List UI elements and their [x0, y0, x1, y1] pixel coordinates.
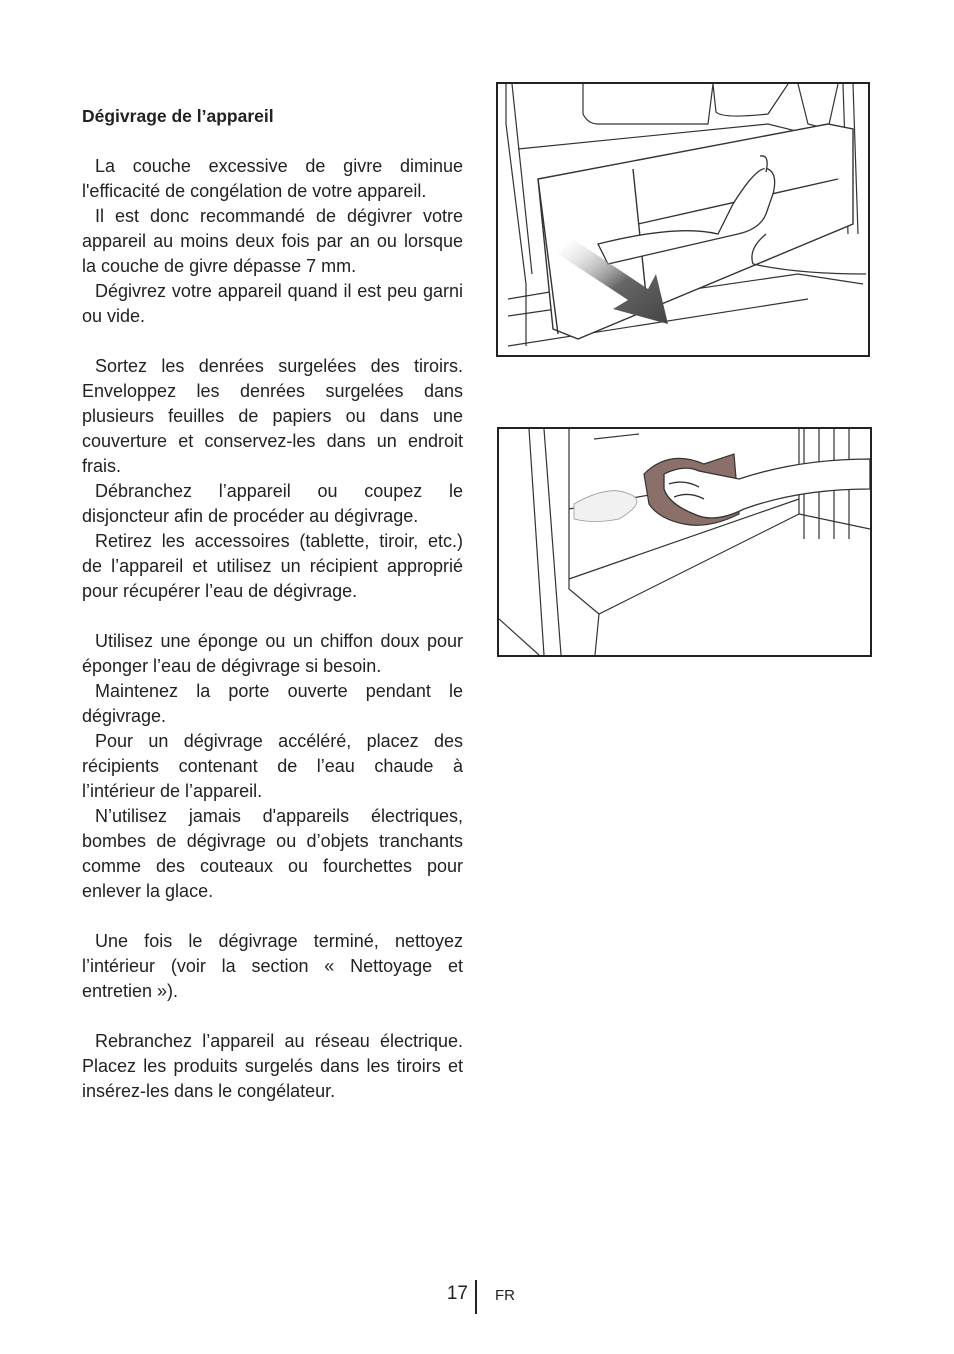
paragraph-group-restart	[82, 1029, 463, 1104]
language-code: FR	[495, 1287, 515, 1304]
paragraph: Une fois le dégivrage terminé, nettoyez l’intérieur (voir la section « Nettoyage et entretien »).	[82, 931, 463, 1001]
paragraph: Rebranchez l’appareil au réseau électrique. Placez les produits surgelés dans les tiroirs et insérez-les dans le congélateur.	[82, 1031, 463, 1101]
paragraph: Sortez les denrées surgelées des tiroirs. Enveloppez les denrées surgelées dans plusieurs feuilles de papiers ou dans une couverture et conservez-les dans un endroit frais.	[82, 356, 463, 476]
paragraph: Dégivrez votre appareil quand il est peu garni ou vide.	[82, 281, 463, 326]
instructions-column	[82, 104, 463, 1104]
wiping-cloth-icon	[499, 429, 870, 655]
spacer	[82, 604, 463, 629]
paragraph: Pour un dégivrage accéléré, placez des récipients contenant de l’eau chaude à l’intérieur de l’appareil.	[82, 731, 463, 801]
section-title: Dégivrage de l’appareil	[82, 106, 274, 126]
paragraph-group-preparation	[82, 354, 463, 604]
wiping-cloth-illustration	[497, 427, 872, 657]
drawer-removal-illustration	[496, 82, 870, 357]
paragraph: La couche excessive de givre diminue l'efficacité de congélation de votre appareil.	[82, 156, 463, 201]
spacer	[82, 1004, 463, 1029]
paragraph: Utilisez une éponge ou un chiffon doux pour éponger l’eau de dégivrage si besoin.	[82, 631, 463, 676]
drawer-removal-icon	[498, 84, 868, 355]
paragraph-group-cleaning	[82, 929, 463, 1004]
paragraph: Retirez les accessoires (tablette, tiroir, etc.) de l’appareil et utilisez un récipient approprié pour récupérer l’eau de dégivrage.	[82, 531, 463, 601]
spacer	[82, 329, 463, 354]
paragraph-group-intro	[82, 154, 463, 329]
page-number: 17	[446, 1283, 468, 1304]
page-footer	[0, 1280, 954, 1316]
footer-divider	[475, 1280, 477, 1314]
paragraph: Il est donc recommandé de dégivrer votre appareil au moins deux fois par an ou lorsque la couche de givre dépasse 7 mm.	[82, 206, 463, 276]
paragraph-group-defrosting	[82, 629, 463, 904]
paragraph: Débranchez l’appareil ou coupez le disjoncteur afin de procéder au dégivrage.	[82, 481, 463, 526]
paragraph: Maintenez la porte ouverte pendant le dégivrage.	[82, 681, 463, 726]
paragraph: N’utilisez jamais d'appareils électriques, bombes de dégivrage ou d’objets tranchants comme des couteaux ou fourchettes pour enlever la glace.	[82, 806, 463, 901]
spacer	[82, 904, 463, 929]
